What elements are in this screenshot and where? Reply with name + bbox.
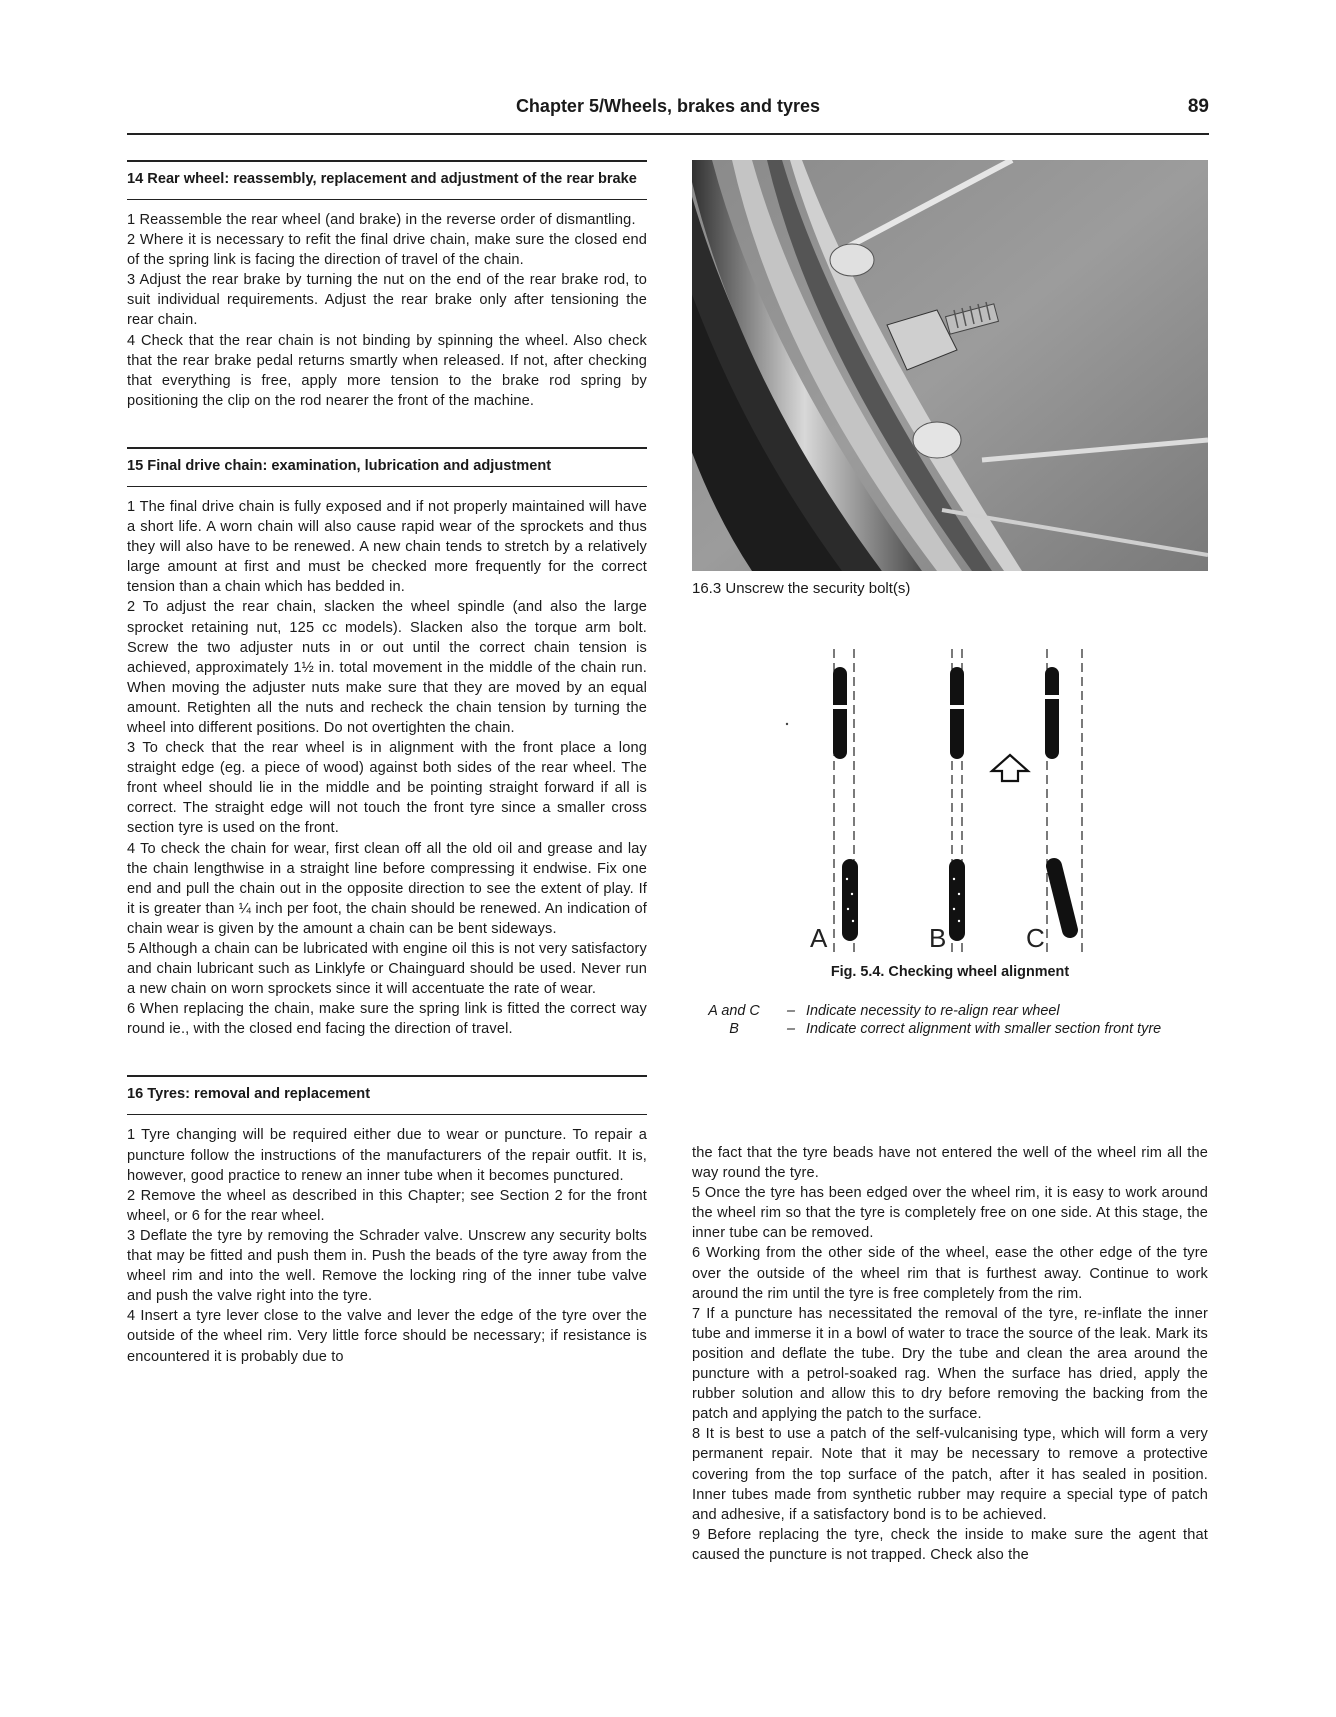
section-16 (127, 1075, 647, 1366)
paragraph: 5 Once the tyre has been edged over the wheel rim, it is easy to work around the wheel rim so that the tyre is completely free on one side. At this stage, the inner tube can be removed. (692, 1185, 1208, 1242)
paragraph: 4 Insert a tyre lever close to the valve and lever the edge of the tyre over the outside of the wheel rim. Very little force should be necessary; if resistance is encountered it is probably due to (127, 1308, 647, 1365)
section-rule (127, 199, 647, 200)
paragraph: 6 Working from the other side of the wheel, ease the other edge of the tyre over the outside of the wheel rim that is furthest away. Continue to work around the rim until the tyre is free completely from the rim. (692, 1245, 1208, 1302)
wheel-alignment-diagram (692, 609, 1208, 959)
figure-legend (692, 1002, 1208, 1038)
section-title: 15 Final drive chain: examination, lubrication and adjustment (127, 457, 552, 474)
legend-dash: – (786, 1021, 795, 1037)
page-number: 89 (1187, 96, 1209, 117)
paragraph: 2 Remove the wheel as described in this Chapter; see Section 2 for the front wheel, or 6 for the rear wheel. (127, 1187, 647, 1224)
paragraph: 3 Deflate the tyre by removing the Schrader valve. Unscrew any security bolts that may be fitted and push them in. Push the beads of the tyre away from the wheel rim and into the well. Remove the locking ring of the inner tube valve and push the valve right into the tyre. (127, 1227, 647, 1305)
section-rule (127, 447, 647, 449)
paragraph: 3 To check that the rear wheel is in alignment with the front place a long straight edge (eg. a piece of wood) against both sides of the rear wheel. The front wheel should lie in the middle and be pointing straight forward if all is correct. The straight edge will not touch the front tyre since a smaller cross section tyre is used on the front. (127, 740, 647, 837)
left-column (127, 160, 647, 1381)
paragraph: the fact that the tyre beads have not entered the well of the wheel rim all the way round the tyre. (692, 1145, 1208, 1182)
paragraph: 9 Before replacing the tyre, check the inside to make sure the agent that caused the puncture is not trapped. Check also the (692, 1526, 1208, 1563)
paragraph: 3 Adjust the rear brake by turning the nut on the end of the rear brake rod, to suit individual requirements. Adjust the rear brake only after tensioning the rear chain. (127, 272, 647, 329)
figure-title: Fig. 5.4. Checking wheel alignment (830, 964, 1070, 980)
section-body (127, 497, 647, 1040)
legend-key: B (729, 1021, 739, 1037)
legend-row (692, 1002, 1208, 1020)
legend-text: Indicate necessity to re-align rear wheel (806, 1003, 1060, 1019)
paragraph: 8 It is best to use a patch of the self-vulcanising type, which will form a very permanent repair. Note that it may be necessary to remove a protective covering from the top surface of the patch, after it has sealed in position. Inner tubes made from synthetic rubber may require a special type of patch and adhesive, if a satisfactory bond is to be achieved. (692, 1426, 1208, 1523)
paragraph: 1 Reassemble the rear wheel (and brake) in the reverse order of dismantling. (127, 212, 636, 228)
section-15 (127, 447, 647, 1040)
header-rule (127, 133, 1209, 135)
right-body (692, 1143, 1208, 1565)
photo-caption: 16.3 Unscrew the security bolt(s) (692, 580, 911, 597)
section-rule (127, 1075, 647, 1077)
spacer (127, 1053, 647, 1075)
legend-row (692, 1020, 1208, 1038)
spacer (127, 425, 647, 447)
wheel-rim-photo-illustration (692, 160, 1208, 571)
wheel-photo (692, 160, 1208, 571)
paragraph: 2 Where it is necessary to refit the final drive chain, make sure the closed end of the spring link is facing the direction of travel of the chain. (127, 232, 647, 269)
label-c: C (1026, 923, 1045, 953)
alignment-figure (692, 609, 1208, 1039)
paragraph: 4 To check the chain for wear, first clean off all the old oil and grease and lay the chain lengthwise in a straight line before compressing it endwise. Fix one end and pull the chain out in the opposite direction to see the extent of play. If it is greater than ¼ inch per foot, the chain should be renewed. An indication of chain wear is given by the amount a chain can be bent sideways. (127, 840, 647, 937)
paragraph: 4 Check that the rear chain is not binding by spinning the wheel. Also check that the rear brake pedal returns smartly when released. If not, after checking that everything is free, apply more tension to the brake rod spring by positioning the clip on the rod nearer the front of the machine. (127, 332, 647, 409)
paragraph: 2 To adjust the rear chain, slacken the wheel spindle (and also the large sprocket retaining nut, 125 cc models). Slacken also the torque arm bolt. Screw the two adjuster nuts in or out until the correct chain tension is achieved, approximately 1½ in. total movement in the middle of the chain run. When moving the adjuster nuts make sure that they are moved by an equal amount. Retighten all the nuts and recheck the chain tension by turning the wheel into different positions. Do not overtighten the chain. (127, 599, 647, 736)
legend-text: Indicate correct alignment with smaller section front tyre (806, 1021, 1162, 1037)
section-body (127, 1125, 647, 1366)
legend-dash: – (786, 1003, 795, 1019)
page-header (127, 96, 1209, 126)
paragraph: 6 When replacing the chain, make sure the spring link is fitted the correct way round ie., with the closed end facing the direction of travel. (127, 1001, 647, 1038)
section-title: 14 Rear wheel: reassembly, replacement and adjustment of the rear brake (127, 171, 637, 187)
paragraph: 7 If a puncture has necessitated the removal of the tyre, re-inflate the inner tube and immerse it in a bowl of water to trace the source of the leak. Mark its position and deflate the tube. Dry the tube and clean the area around the puncture with a petrol-soaked rag. When the surface has dried, apply the rubber solution and allow this to dry before removing the backing from the patch and applying the patch to the surface. (692, 1305, 1208, 1423)
label-a: A (810, 923, 828, 953)
paragraph: 5 Although a chain can be lubricated with engine oil this is not very satisfactory and chain lubricant such as Linklyfe or Chainguard should be used. Never run a new chain on worn sprockets since it will accentuate the rate of wear. (127, 941, 647, 998)
section-14 (127, 160, 647, 411)
paragraph: 1 Tyre changing will be required either due to wear or puncture. To repair a puncture follow the instructions of the manufacturers of the repair outfit. It is, however, good practice to renew an inner tube when it becomes punctured. (127, 1127, 647, 1184)
paragraph: 1 The final drive chain is fully exposed and if not properly maintained will have a short life. A worn chain will also cause rapid wear of the sprockets and thus they will also have to be renewed. A new chain tends to stretch by a relatively large amount at first and must be checked more frequently for the correct tension than a chain which has bedded in. (127, 498, 647, 596)
section-title: 16 Tyres: removal and replacement (127, 1086, 371, 1103)
chapter-title: Chapter 5/Wheels, brakes and tyres (515, 96, 821, 116)
label-b: B (929, 923, 947, 953)
section-body (127, 210, 647, 411)
section-rule (127, 1114, 647, 1115)
right-column (692, 160, 1208, 1565)
legend-key: A and C (708, 1003, 760, 1019)
wheel-c (1044, 667, 1079, 940)
section-rule (127, 160, 647, 162)
section-rule (127, 486, 647, 487)
